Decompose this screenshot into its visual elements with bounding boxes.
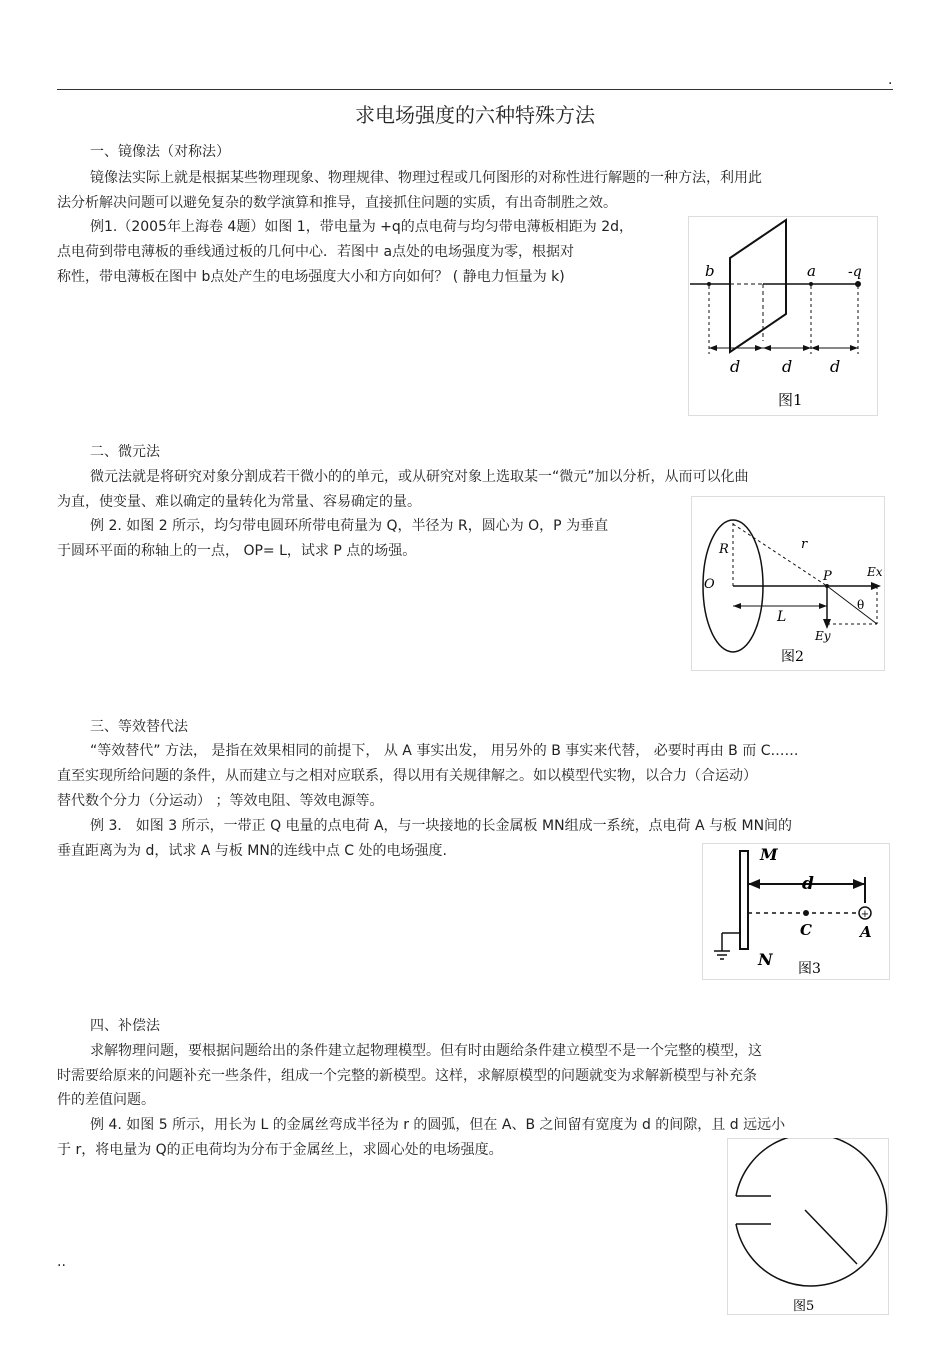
paragraph: 求解物理问题，要根据问题给出的条件建立起物理模型。但有时由题给条件建立模型不是一个完整的模型，这 <box>90 1043 762 1059</box>
paragraph: 时需要给原来的问题补充一些条件，组成一个完整的新模型。这样，求解原模型的问题就变为求解新模型与补充条 <box>57 1068 757 1084</box>
figure-1 <box>688 216 878 416</box>
figure-3 <box>702 843 890 980</box>
label-d: d <box>782 357 793 376</box>
figure-5 <box>727 1138 889 1315</box>
paragraph: 为直，使变量、难以确定的量转化为常量、容易确定的量。 <box>57 494 421 510</box>
charged-plate <box>730 220 786 352</box>
label-a: a <box>807 262 816 280</box>
example-3-text: 例 3． 如图 3 所示，一带正 Q 电量的点电荷 A，与一块接地的长金属板 MN组成一系统，点电荷 A 与板 MN间的 <box>90 818 793 834</box>
example-2-text: 例 2. 如图 2 所示，均匀带电圆环所带电荷量为 Q，半径为 R，圆心为 O，P 为垂直 <box>90 518 609 534</box>
point-C <box>803 910 809 916</box>
page-title: 求电场强度的六种特殊方法 <box>355 103 595 127</box>
label-d: d <box>730 357 741 376</box>
section-heading-mirror: 一、镜像法（对称法） <box>90 144 230 160</box>
paragraph: 替代数个分力（分运动） ；等效电阻、等效电源等。 <box>57 793 384 809</box>
label-r: r <box>801 537 808 552</box>
example-1-text: 称性，带电薄板在图中 b点处产生的电场强度大小和方向如何？ ( 静电力恒量为 k) <box>57 269 565 285</box>
label-R: R <box>719 542 729 557</box>
header-rule <box>57 89 893 90</box>
figure-2-diagram <box>691 496 885 671</box>
label-Ey: Ey <box>815 629 831 643</box>
label-M: M <box>760 845 778 864</box>
figure-1-caption: 图1 <box>778 391 803 409</box>
radius-line <box>805 1210 857 1264</box>
label-theta: θ <box>857 598 865 612</box>
label-minus-q: -q <box>848 264 862 280</box>
section-heading-compensation: 四、补偿法 <box>90 1018 160 1034</box>
corner-mark: . <box>888 72 893 88</box>
paragraph: 镜像法实际上就是根据某些物理现象、物理规律、物理过程或几何图形的对称性进行解题的一种方法，利用此 <box>90 170 762 186</box>
example-1-text: 点电荷到带电薄板的垂线通过板的几何中心．若图中 a点处的电场强度为零，根据对 <box>57 244 575 260</box>
label-N: N <box>758 950 773 969</box>
figure-2-caption: 图2 <box>781 649 804 665</box>
figure-5-diagram <box>727 1138 889 1315</box>
paragraph: “等效替代” 方法， 是指在效果相同的前提下， 从 A 事实出发， 用另外的 B 事实来代替， 必要时再由 B 而 C…… <box>90 743 799 759</box>
metal-plate-MN <box>740 851 748 949</box>
figure-3-diagram <box>702 843 890 980</box>
label-O: O <box>704 577 715 592</box>
figure-2 <box>691 496 885 671</box>
plus-sign: + <box>860 909 870 920</box>
section-heading-element: 二、微元法 <box>90 444 160 460</box>
label-b: b <box>705 262 715 280</box>
example-4-text: 例 4. 如图 5 所示，用长为 L 的金属丝弯成半径为 r 的圆弧，但在 A、B 之间留有宽度为 d 的间隙，且 d 远远小 <box>90 1117 786 1133</box>
paragraph: 直至实现所给问题的条件，从而建立与之相对应联系，得以用有关规律解之。如以模型代实物，以合力（合运动） <box>57 768 757 784</box>
figure-1-diagram <box>688 216 878 416</box>
section-heading-substitution: 三、等效替代法 <box>90 719 188 735</box>
paragraph: 法分析解决问题可以避免复杂的数学演算和推导，直接抓住问题的实质，有出奇制胜之效。 <box>57 195 617 211</box>
paragraph: 件的差值问题。 <box>57 1092 155 1108</box>
label-P: P <box>823 569 832 584</box>
example-4-text: 于 r，将电量为 Q的正电荷均为分布于金属丝上，求圆心处的电场强度。 <box>57 1142 503 1158</box>
example-3-text: 垂直距离为为 d，试求 A 与板 MN的连线中点 C 处的电场强度. <box>57 843 447 859</box>
example-2-text: 于圆环平面的称轴上的一点， OP= L，试求 P 点的场强。 <box>57 543 417 559</box>
paragraph: 微元法就是将研究对象分割成若干微小的的单元，或从研究对象上选取某一“微元”加以分析，从而可以化曲 <box>90 469 749 485</box>
figure-3-caption: 图3 <box>798 961 821 977</box>
label-C: C <box>800 921 812 939</box>
label-d: d <box>802 874 814 894</box>
footer-mark: .. <box>57 1254 66 1270</box>
figure-5-caption: 图5 <box>793 1299 815 1314</box>
label-Ex: Ex <box>867 565 883 579</box>
label-L: L <box>777 609 787 625</box>
example-1-text: 例1.（2005年上海卷 4题）如图 1，带电量为 +q的点电荷与均匀带电薄板相距为 2d， <box>90 219 634 235</box>
arc-wire <box>736 1138 887 1286</box>
label-A: A <box>860 923 872 941</box>
label-d: d <box>830 357 841 376</box>
